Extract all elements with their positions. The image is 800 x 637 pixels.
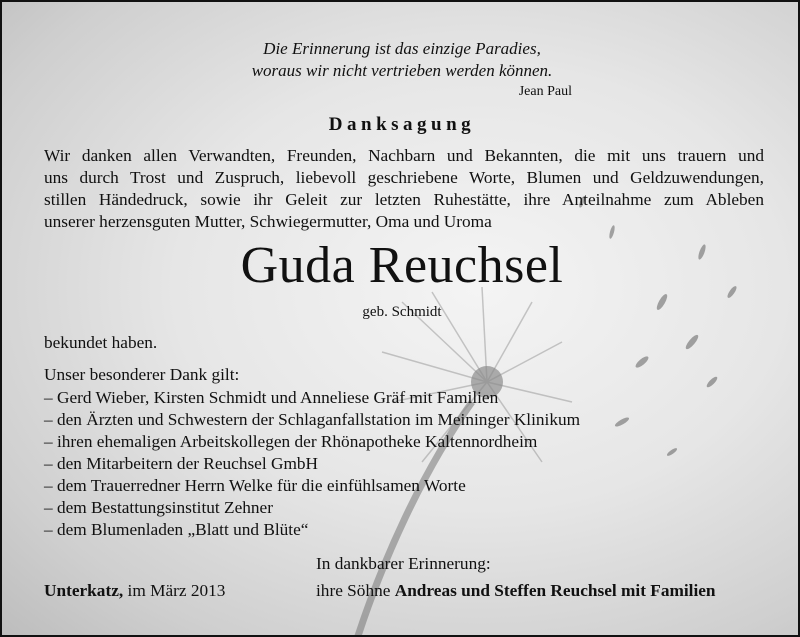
signoff-names: Andreas und Steffen Reuchsel mit Familien bbox=[394, 581, 716, 600]
list-item: – dem Blumenladen „Blatt und Blüte“ bbox=[44, 520, 309, 539]
intro-paragraph bbox=[44, 145, 764, 233]
epigraph bbox=[2, 38, 800, 82]
list-item: – den Ärzten und Schwestern der Schlaganfallstation im Meininger Klinikum bbox=[44, 410, 581, 429]
list-item: – Gerd Wieber, Kirsten Schmidt und Anneliese Gräf mit Familien bbox=[44, 388, 499, 407]
intro-line: uns durch Trost und Zuspruch, liebevoll geschriebene Worte, Blumen und Geldzuwendungen, bbox=[44, 168, 764, 187]
thanks-list bbox=[44, 387, 580, 541]
date: im März 2013 bbox=[127, 581, 226, 600]
place: Unterkatz, bbox=[44, 581, 124, 600]
maiden-name: geb. Schmidt bbox=[362, 304, 442, 320]
place-date bbox=[44, 581, 225, 601]
list-item: – dem Bestattungsinstitut Zehner bbox=[44, 498, 273, 517]
list-item: – dem Trauerredner Herrn Welke für die einfühlsamen Worte bbox=[44, 476, 466, 495]
epigraph-line-1: Die Erinnerung ist das einzige Paradies, bbox=[263, 39, 541, 58]
memory-line: In dankbarer Erinnerung: bbox=[316, 554, 491, 573]
list-item: – ihren ehemaligen Arbeitskollegen der Rhönapotheke Kaltennordheim bbox=[44, 432, 538, 451]
deceased-name: Guda Reuchsel bbox=[240, 237, 564, 294]
intro-line: stillen Händedruck, sowie ihr Geleit zur letzten Ruhestätte, ihre Anteilnahme zum Ableben bbox=[44, 190, 764, 209]
epigraph-line-2: woraus wir nicht vertrieben werden können. bbox=[251, 61, 553, 80]
heading-danksagung: Danksagung bbox=[328, 114, 476, 135]
obituary-content bbox=[2, 2, 800, 637]
intro-line: unserer herzensguten Mutter, Schwiegermutter, Oma und Uroma bbox=[44, 212, 492, 231]
list-item: – den Mitarbeitern der Reuchsel GmbH bbox=[44, 454, 319, 473]
intro-line: Wir danken allen Verwandten, Freunden, Nachbarn und Bekannten, die mit uns trauern und bbox=[44, 146, 764, 165]
thanks-intro: Unser besonderer Dank gilt: bbox=[44, 365, 240, 384]
signoff-prefix: ihre Söhne bbox=[316, 581, 391, 600]
signoff bbox=[316, 581, 716, 601]
after-name-text: bekundet haben. bbox=[44, 333, 158, 352]
epigraph-author: Jean Paul bbox=[518, 84, 572, 99]
